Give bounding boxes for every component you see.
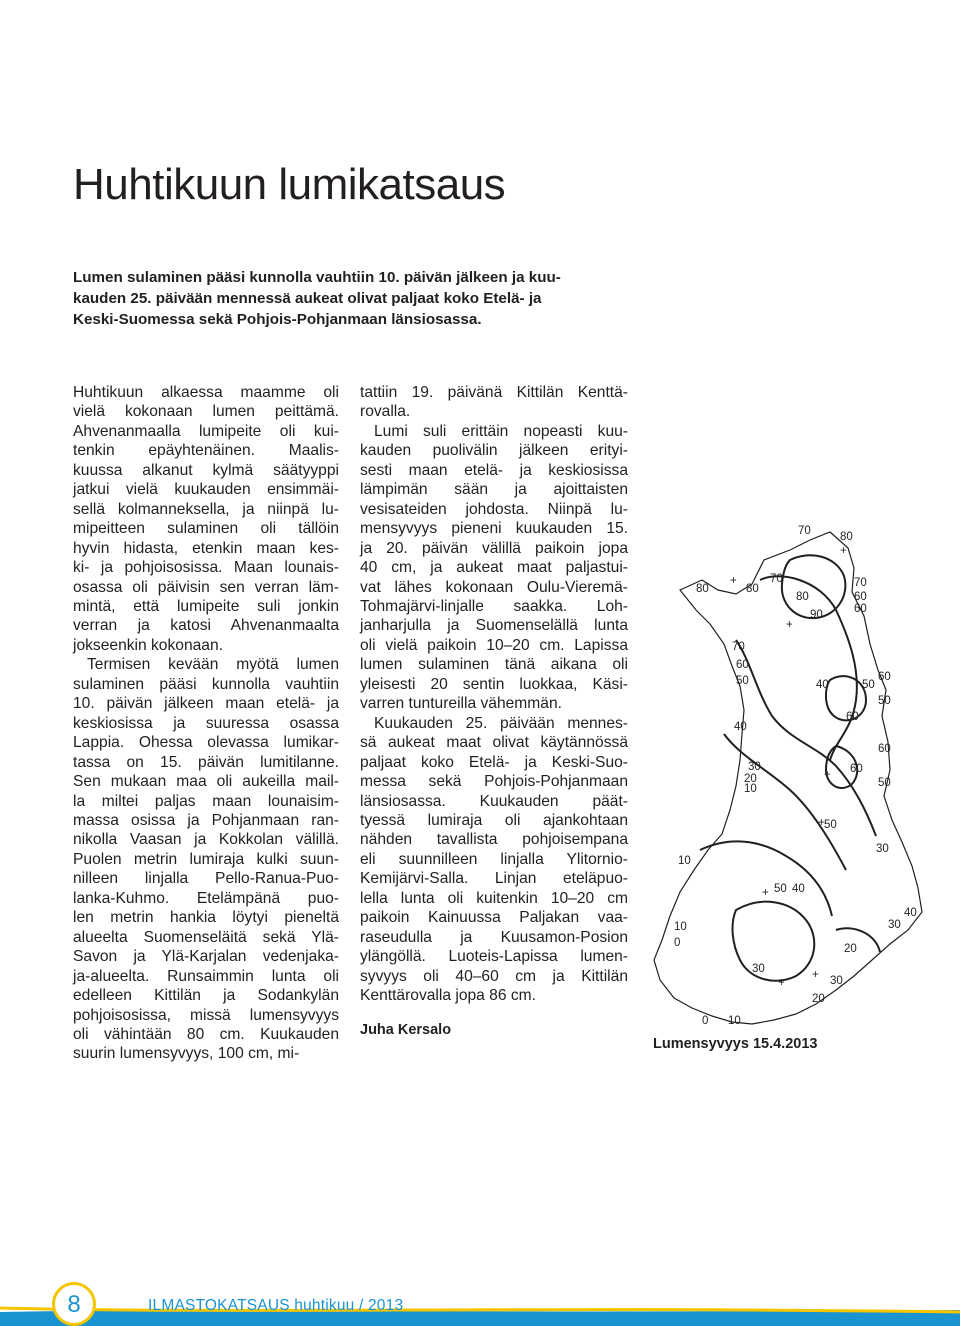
observation-marker: +	[818, 817, 825, 829]
body-line: Termisen kevään myötä lumen	[87, 656, 339, 674]
body-line: syvyys oli 40–60 cm ja Kittilän	[360, 967, 628, 985]
observation-marker: +	[812, 969, 819, 981]
contour-label: 20	[812, 993, 825, 1005]
contour-label: 10	[678, 855, 691, 867]
lead-line: kauden 25. päivään mennessä aukeat olivat paljaat koko Etelä- ja	[73, 290, 542, 307]
body-line: ylängöllä. Luoteis-Lapissa lumen-	[360, 948, 628, 966]
body-line: sellä kolmanneksella, ja niinpä lu-	[73, 500, 339, 518]
body-line: lumen sulaminen tänä aikana oli	[360, 656, 628, 674]
body-line: 40 cm, ja aukeat maat paljastui-	[360, 559, 628, 577]
snow-depth-map	[640, 520, 940, 1040]
body-line: Sen mukaan maa oli aukeilla mail-	[73, 773, 339, 791]
contour-label: 30	[888, 919, 901, 931]
contour-line	[724, 734, 846, 870]
body-line: Tohmajärvi-linjalle saakka. Loh-	[360, 597, 628, 615]
body-column-1	[73, 383, 339, 1064]
body-line: yleisesti 20 sentin luokkaa, Käsi-	[360, 675, 628, 693]
footer-wave	[0, 1306, 960, 1326]
contour-label: 40	[734, 721, 747, 733]
contour-line	[700, 841, 832, 916]
body-line: sesti maan etelä- ja keskiosissa	[360, 461, 628, 479]
body-line: varren tuntureilla vähemmän.	[360, 695, 562, 713]
contour-label: 0	[702, 1015, 709, 1027]
body-line: nähden tavallista pohjoisempana	[360, 831, 628, 849]
contour-label: 10	[674, 921, 687, 933]
contour-label: 60	[854, 603, 867, 615]
observation-marker: +	[778, 977, 785, 989]
lead-paragraph	[73, 267, 633, 330]
body-line: tattiin 19. päivänä Kittilän Kenttä-	[360, 384, 628, 401]
body-line: pohjoisosissa, missä lumensyvyys	[73, 1006, 339, 1024]
observation-marker: +	[786, 619, 793, 631]
contour-label: 70	[732, 641, 745, 653]
body-line: ja 20. päivän välillä paikoin jopa	[360, 539, 628, 557]
body-line: kuussa alkanut kylmä säätyyppi	[73, 461, 339, 479]
lead-line: Keski-Suomessa sekä Pohjois-Pohjanmaan länsiosassa.	[73, 311, 482, 328]
contour-label: 0	[674, 937, 681, 949]
contour-label: 60	[736, 659, 749, 671]
body-line: jatkui vielä kuukauden ensimmäi-	[73, 481, 339, 499]
author-byline: Juha Kersalo	[360, 1022, 452, 1038]
body-line: Kenttärovalla jopa 86 cm.	[360, 987, 536, 1005]
body-line: messa sekä Pohjois-Pohjanmaan	[360, 773, 628, 791]
body-column-2	[360, 383, 628, 1006]
body-line: tyessä lumiraja oli ajankohtaan	[360, 811, 628, 829]
body-line: osassa oli päivisin sen verran läm-	[73, 578, 339, 596]
body-line: länsiosassa. Kuukauden päät-	[360, 792, 628, 810]
body-line: oli vähintään 80 cm. Kuukauden	[73, 1025, 339, 1043]
contour-label: 80	[696, 583, 709, 595]
body-line: suurin lumensyvyys, 100 cm, mi-	[73, 1045, 300, 1063]
body-line: Kemijärvi-Salla. Linjan eteläpuo-	[360, 870, 628, 888]
contour-label: 50	[878, 695, 891, 707]
body-line: lella lunta oli kuitenkin 10–20 cm	[360, 889, 628, 907]
body-line: tassa on 15. päivän lumitilanne.	[73, 753, 339, 771]
contour-label: 30	[830, 975, 843, 987]
body-line: nilleen linjalla Pello-Ranua-Puo-	[73, 870, 339, 888]
body-line: nikolla Vaasan ja Kokkolan välillä.	[73, 831, 339, 849]
contour-label: 80	[746, 583, 759, 595]
contour-label: 60	[850, 763, 863, 775]
contour-label: 50	[824, 819, 837, 831]
body-line: lanka-Kuhmo. Etelämpänä puo-	[73, 889, 339, 907]
body-line: Kuukauden 25. päivään mennes-	[374, 714, 628, 732]
contour-label: 20	[844, 943, 857, 955]
body-line: ja-alueelta. Runsaimmin lunta oli	[73, 967, 339, 985]
contour-label: 70	[798, 525, 811, 537]
body-line: kauden puolivälin jälkeen erityi-	[360, 442, 628, 460]
body-paragraph	[73, 655, 339, 1064]
contour-label: 70	[770, 573, 783, 585]
body-line: tenkin epäyhtenäinen. Maalis-	[73, 442, 339, 460]
body-line: janharjulla ja Suomenselällä lunta	[360, 617, 628, 635]
contour-label: 10	[728, 1015, 741, 1027]
footer-publication: ILMASTOKATSAUS huhtikuu / 2013	[148, 1297, 404, 1314]
contour-label: 90	[810, 609, 823, 621]
observation-marker: +	[840, 545, 847, 557]
body-line: Ahvenanmaalla lumipeite oli kui-	[73, 422, 339, 440]
body-line: lämpimän sään ja ajoittaisten	[360, 481, 628, 499]
body-paragraph	[360, 714, 628, 1006]
observation-marker: +	[730, 575, 737, 587]
contour-label: 30	[752, 963, 765, 975]
contour-label: 40	[792, 883, 805, 895]
body-paragraph	[73, 383, 339, 655]
contour-label: 80	[840, 531, 853, 543]
body-line: Savon ja Ylä-Karjalan vedenjaka-	[73, 948, 339, 966]
contour-label: 50	[862, 679, 875, 691]
contour-label: 40	[816, 679, 829, 691]
contour-label: 60	[878, 743, 891, 755]
body-line: verran ja katosi Ahvenanmaalta	[73, 617, 339, 635]
contour-label: 70	[854, 577, 867, 589]
body-line: vesisateiden johdosta. Niinpä lu-	[360, 500, 628, 518]
body-line: sulaminen pääsi kunnolla vauhtiin	[73, 675, 339, 693]
body-line: eli suunnilleen linjalla Ylitornio-	[360, 850, 628, 868]
article-title: Huhtikuun lumikatsaus	[73, 160, 506, 209]
contour-label: 60	[878, 671, 891, 683]
contour-label: 10	[744, 783, 757, 795]
body-paragraph	[360, 422, 628, 714]
observation-marker: +	[762, 887, 769, 899]
body-line: alueelta Suomenseläitä sekä Ylä-	[73, 928, 339, 946]
body-line: paikoin Kainuussa Paljakan vaa-	[360, 909, 628, 927]
contour-label: 60	[854, 591, 867, 603]
map-caption: Lumensyvyys 15.4.2013	[653, 1036, 818, 1052]
body-line: massa osissa ja Pohjanmaan ran-	[73, 811, 339, 829]
body-line: Lumi suli erittäin nopeasti kuu-	[374, 422, 628, 440]
contour-label: 40	[904, 907, 917, 919]
body-line: hyvin hidasta, etenkin maan kes-	[73, 539, 339, 557]
contour-label: 30	[748, 761, 761, 773]
contour-label: 50	[736, 675, 749, 687]
body-line: mipeitteen sulaminen oli tällöin	[73, 520, 339, 538]
page-number-badge: 8	[52, 1282, 96, 1326]
lead-line: Lumen sulaminen pääsi kunnolla vauhtiin 10. päivän jälkeen ja kuu-	[73, 269, 561, 286]
body-line: edelleen Kittilän ja Sodankylän	[73, 987, 339, 1005]
body-line: vat lähes kokonaan Oulu-Vieremä-	[360, 578, 628, 596]
contour-label: 50	[878, 777, 891, 789]
body-line: mensyvyys pieneni kuukauden 15.	[360, 520, 628, 538]
contour-label: 80	[796, 591, 809, 603]
body-line: ki- ja pohjoisosissa. Maan lounais-	[73, 559, 339, 577]
body-line: rovalla.	[360, 403, 411, 421]
body-line: mintä, että lumipeite suli jonkin	[73, 597, 339, 615]
body-line: 10. päivän jälkeen maan etelä- ja	[73, 695, 339, 713]
body-line: keskiosissa ja suuressa osassa	[73, 714, 339, 732]
body-line: jokseenkin kokonaan.	[73, 636, 223, 654]
body-line: paljaat koko Etelä- ja Keski-Suo-	[360, 753, 628, 771]
contour-line	[836, 928, 880, 952]
body-line: sä aukeat maat olivat käytännössä	[360, 734, 628, 752]
body-line: oli vielä paikoin 10–20 cm. Lapissa	[360, 636, 628, 654]
contour-line	[760, 576, 857, 760]
body-paragraph	[360, 383, 628, 422]
body-line: Lappia. Ohessa olevassa lumikar-	[73, 734, 339, 752]
contour-label: 20	[744, 773, 757, 785]
contour-label: 50	[774, 883, 787, 895]
body-line: Puolen metrin lumiraja kulki suun-	[73, 850, 339, 868]
body-line: Huhtikuun alkaessa maamme oli	[73, 384, 339, 401]
observation-marker: +	[824, 769, 831, 781]
contour-label: 60	[846, 711, 859, 723]
contour-label: 30	[876, 843, 889, 855]
body-line: raseudulla ja Kuusamon-Posion	[360, 928, 628, 946]
body-line: len metrin hankia löytyi pieneltä	[73, 909, 339, 927]
body-line: vielä kokonaan lumen peittämä.	[73, 403, 339, 421]
body-line: la miltei paljas maan lounaisim-	[73, 792, 339, 810]
contour-line	[733, 902, 815, 981]
